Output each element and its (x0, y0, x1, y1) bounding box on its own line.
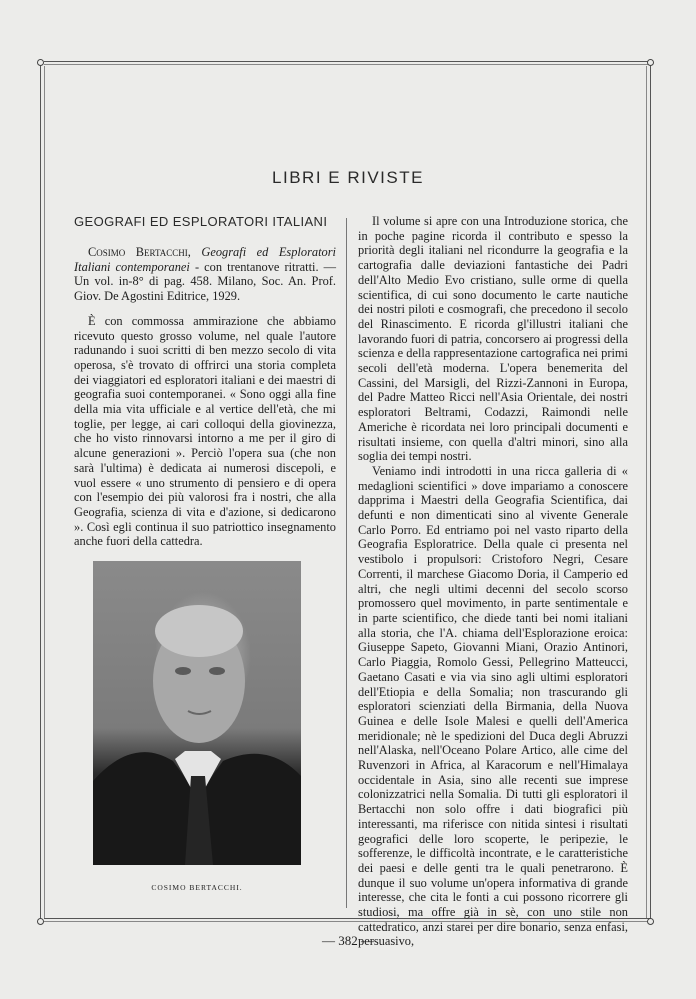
reference-details: - con trentanove ritratti. — Un vol. in-8° di pag. 458. Milano, Soc. An. Prof. Giov. De Agostini Editrice, 1929. (74, 259, 337, 304)
photo-caption: COSIMO BERTACCHI. (151, 883, 243, 892)
page-number: — 382 — (322, 933, 374, 948)
portrait-drawing (93, 561, 301, 865)
right-paragraph-2: Veniamo indi introdotti in una ricca galleria di « medaglioni scientifici » dove impariamo a conoscere dapprima i Maestri della Geografia Scientifica, dai defunti e non dimenticati sino al vivente Generale Carlo Porro. Ed entriamo poi nel vasto riparto della Geografia Esploratrice. Della quale ci presenta nel vestibolo i propulsori: Cristoforo Negri, Cesare Correnti, il marchese Giacomo Doria, il Camperio ed altri, che negli ultimi decenni del secolo scorso promossero quel movimento, in parte sentimentale e in parte scientifico, che diede tanti bei nomi italiani alla storia, che l'A. chiama dell'Esplorazione eroica: Giuseppe Sapeto, Giovanni Miani, Orazio Antinori, Carlo Piaggia, Romolo Gessi, Pellegrino Matteucci, Gaetano Casati e via via sino agli ultimi esploratori dell'Etiopia e della Somalia; non trascurando gli esploratori scienziati della Birmania, della Nuova Guinea e delle Isole Malesi e quelli dell'America meridionale; nè le spedizioni del Duca degli Abruzzi nell'Alaska, nell'Oceano Polare Artico, alle cime del Ruvenzori in Africa, al Karacorum e nell'Himalaya occidentale in Asia, sino alle recenti sue imprese colonizzatrici nella Somalia. Di tutti gli esploratori il Bertacchi non solo offre i dati biografici più interessanti, ma riferisce con nitida sintesi i risultati geografici delle loro scoperte, le peripezie, le sofferenze, le difficoltà incontrate, e le caratteristiche dei paesi e delle genti tra le quali penetrarono. È dunque il suo volume un'opera informativa di grande interesse, che cita le fonti a cui possono ricorrere gli studiosi, ma offre già in sè, con uno stile non cattedratico, anzi starei per dire bonario, senza enfasi, persuasivo, (358, 463, 628, 949)
frame-right-inner-line (646, 66, 647, 918)
left-column (74, 214, 336, 549)
frame-top-inner-line (44, 64, 650, 65)
frame-left-inner-line (44, 66, 45, 918)
page-title: LIBRI E RIVISTE (272, 168, 424, 187)
right-paragraph-1: Il volume si apre con una Introduzione storica, che in poche pagine ricorda il contributo e spesso la priorità degli italiani nel ricondurre la geografia e la cartografia dalle deviazioni fantastiche dei Padri dell'Alto Medio Evo cristiano, sulle orme di quella scientifica, di cui sono documento le carte nautiche dei nostri piloti e cosmografi, che precedono il secolo del Rinascimento. E ricorda gl'illustri italiani che lavorando fuori di patria, concorsero ai progressi della scienza e della rappresentazione cartografica nei primi secoli dell'età moderna. L'opera benemerita del Cassini, del Marsigli, del Rizzi-Zannoni in Europa, del Padre Matteo Ricci nell'Asia Orientale, dei nostri esploratori Beltrami, Codazzi, Raimondi nelle Americhe è ricordata nei loro principali documenti e risultati insieme, con quella d'altri minori, sino alla soglia dei tempi nostri. (358, 214, 628, 464)
frame-top-line (44, 61, 650, 62)
frame-right-line (650, 61, 651, 921)
reference-author: Cosimo Bertacchi (88, 245, 188, 259)
corner-ornament (37, 59, 44, 66)
reference-book-title: Geografi ed Esploratori Italiani contemporanei (74, 245, 336, 274)
book-reference: Cosimo Bertacchi, Geografi ed Esploratori Italiani contemporanei - con trentanove ritratti. — Un vol. in-8° di pag. 458. Milano, Soc. An. Prof. Giov. De Agostini Editrice, 1929. (74, 245, 337, 304)
right-column (358, 214, 628, 949)
left-paragraph: È con commossa ammirazione che abbiamo ricevuto questo grosso volume, nel quale l'autore radunando i suoi scritti di ben mezzo secolo di vita operosa, s'è trovato di offrirci una storia completa dei viaggiatori ed esploratori italiani e dei maestri di geografia suoi contemporanei. « Sono oggi alla fine della mia vita ufficiale e al vertice dell'età, che mi toglie, per legge, ai cari colloqui della giovinezza, che ho visto rinnovarsi intorno a me per il giro di alcune generazioni ». Perciò l'opera sua (che non sarà l'ultima) è dedicata ai numerosi discepoli, e vuol essere « uno strumento di pensiero e di opera con l'esempio dei più valorosi fra i nostri, che alla Geografia, scienza di vita e d'azione, si dedicarono ». Così egli continua il suo patriottico insegnamento anche fuori della cattedra. (74, 313, 336, 549)
corner-ornament (37, 918, 44, 925)
section-heading: GEOGRAFI ED ESPLORATORI ITALIANI (74, 214, 328, 229)
portrait-photo (93, 561, 301, 865)
corner-ornament (647, 918, 654, 925)
column-divider (346, 218, 347, 908)
corner-ornament (647, 59, 654, 66)
frame-left-line (40, 61, 41, 921)
